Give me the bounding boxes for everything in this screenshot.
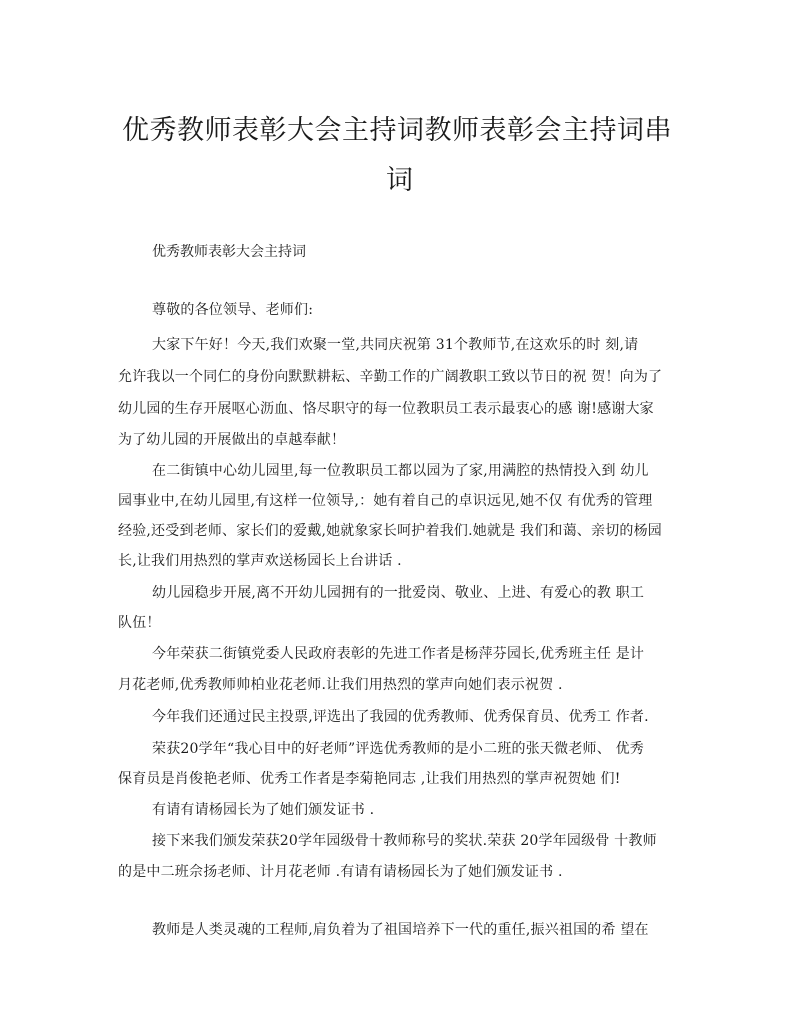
body-line: 有请有请杨园长为了她们颁发证书 . [152,802,375,818]
body-line: 为了幼儿园的开展做出的卓越奉献！ [118,432,346,448]
body-line: 月花老师,优秀教师帅柏业花老师.让我们用热烈的掌声向她们表示祝贺 . [118,677,563,693]
document-subtitle: 优秀教师表彰大会主持词 [152,244,306,260]
body-line: 队伍！ [118,615,161,631]
body-line: 园事业中,在幼儿园里,有这样一位领导,：她有着自己的卓识远见,她不仅 有优秀的管理 [118,493,653,509]
body-line: 教师是人类灵魂的工程师,肩负着为了祖国培养下一代的重任,振兴祖国的希 望在 [152,922,649,938]
body-line: 允许我以一个同仁的身份向默默耕耘、辛勤工作的广阔教职工致以节日的祝 贺！向为了 [118,369,663,385]
body-line: 经验,还受到老师、家长们的爱戴,她就象家长呵护着我们.她就是 我们和蔼、亲切的杨园 [118,523,662,539]
body-line: 幼儿园的生存开展呕心沥血、恪尽职守的每一位教职员工表示最衷心的感 谢!感谢大家 [118,401,654,417]
body-line: 接下来我们颁发荣获20学年园级骨十教师称号的奖状.荣获 20学年园级骨 十教师 [152,833,657,849]
body-line: 今年我们还通过民主投票,评选出了我园的优秀教师、优秀保育员、优秀工 作者. [152,709,649,725]
body-line: 幼儿园稳步开展,离不开幼儿园拥有的一批爱岗、敬业、上进、有爱心的教 职工 [152,585,645,601]
body-line: 长,让我们用热烈的掌声欢送杨园长上台讲话 . [118,553,402,569]
document-title: 优秀教师表彰大会主持词教师表彰会主持词串 [122,115,672,146]
body-line: 荣获20学年“我心目中的好老师”评选优秀教师的是小二班的张天微老师、 优秀 [152,741,644,757]
body-line: 今年荣获二街镇党委人民政府表彰的先进工作者是杨萍芬园长,优秀班主任 是计 [152,646,645,662]
body-line: 尊敬的各位领导、老师们: [152,302,314,318]
body-line: 保育员是肖俊艳老师、优秀工作者是李菊艳同志 ,让我们用热烈的掌声祝贺她 们! [118,771,621,787]
body-line: 的是中二班佘扬老师、计月花老师 .有请有请杨园长为了她们颁发证书 . [118,864,563,880]
body-line: 大家下午好！今天,我们欢聚一堂,共同庆祝第 31个教师节,在这欢乐的时 刻,请 [152,337,639,353]
body-line: 在二街镇中心幼儿园里,每一位教职员工都以园为了家,用满腔的热情投入到 幼儿 [152,463,649,479]
document-title-continued: 词 [386,165,413,196]
